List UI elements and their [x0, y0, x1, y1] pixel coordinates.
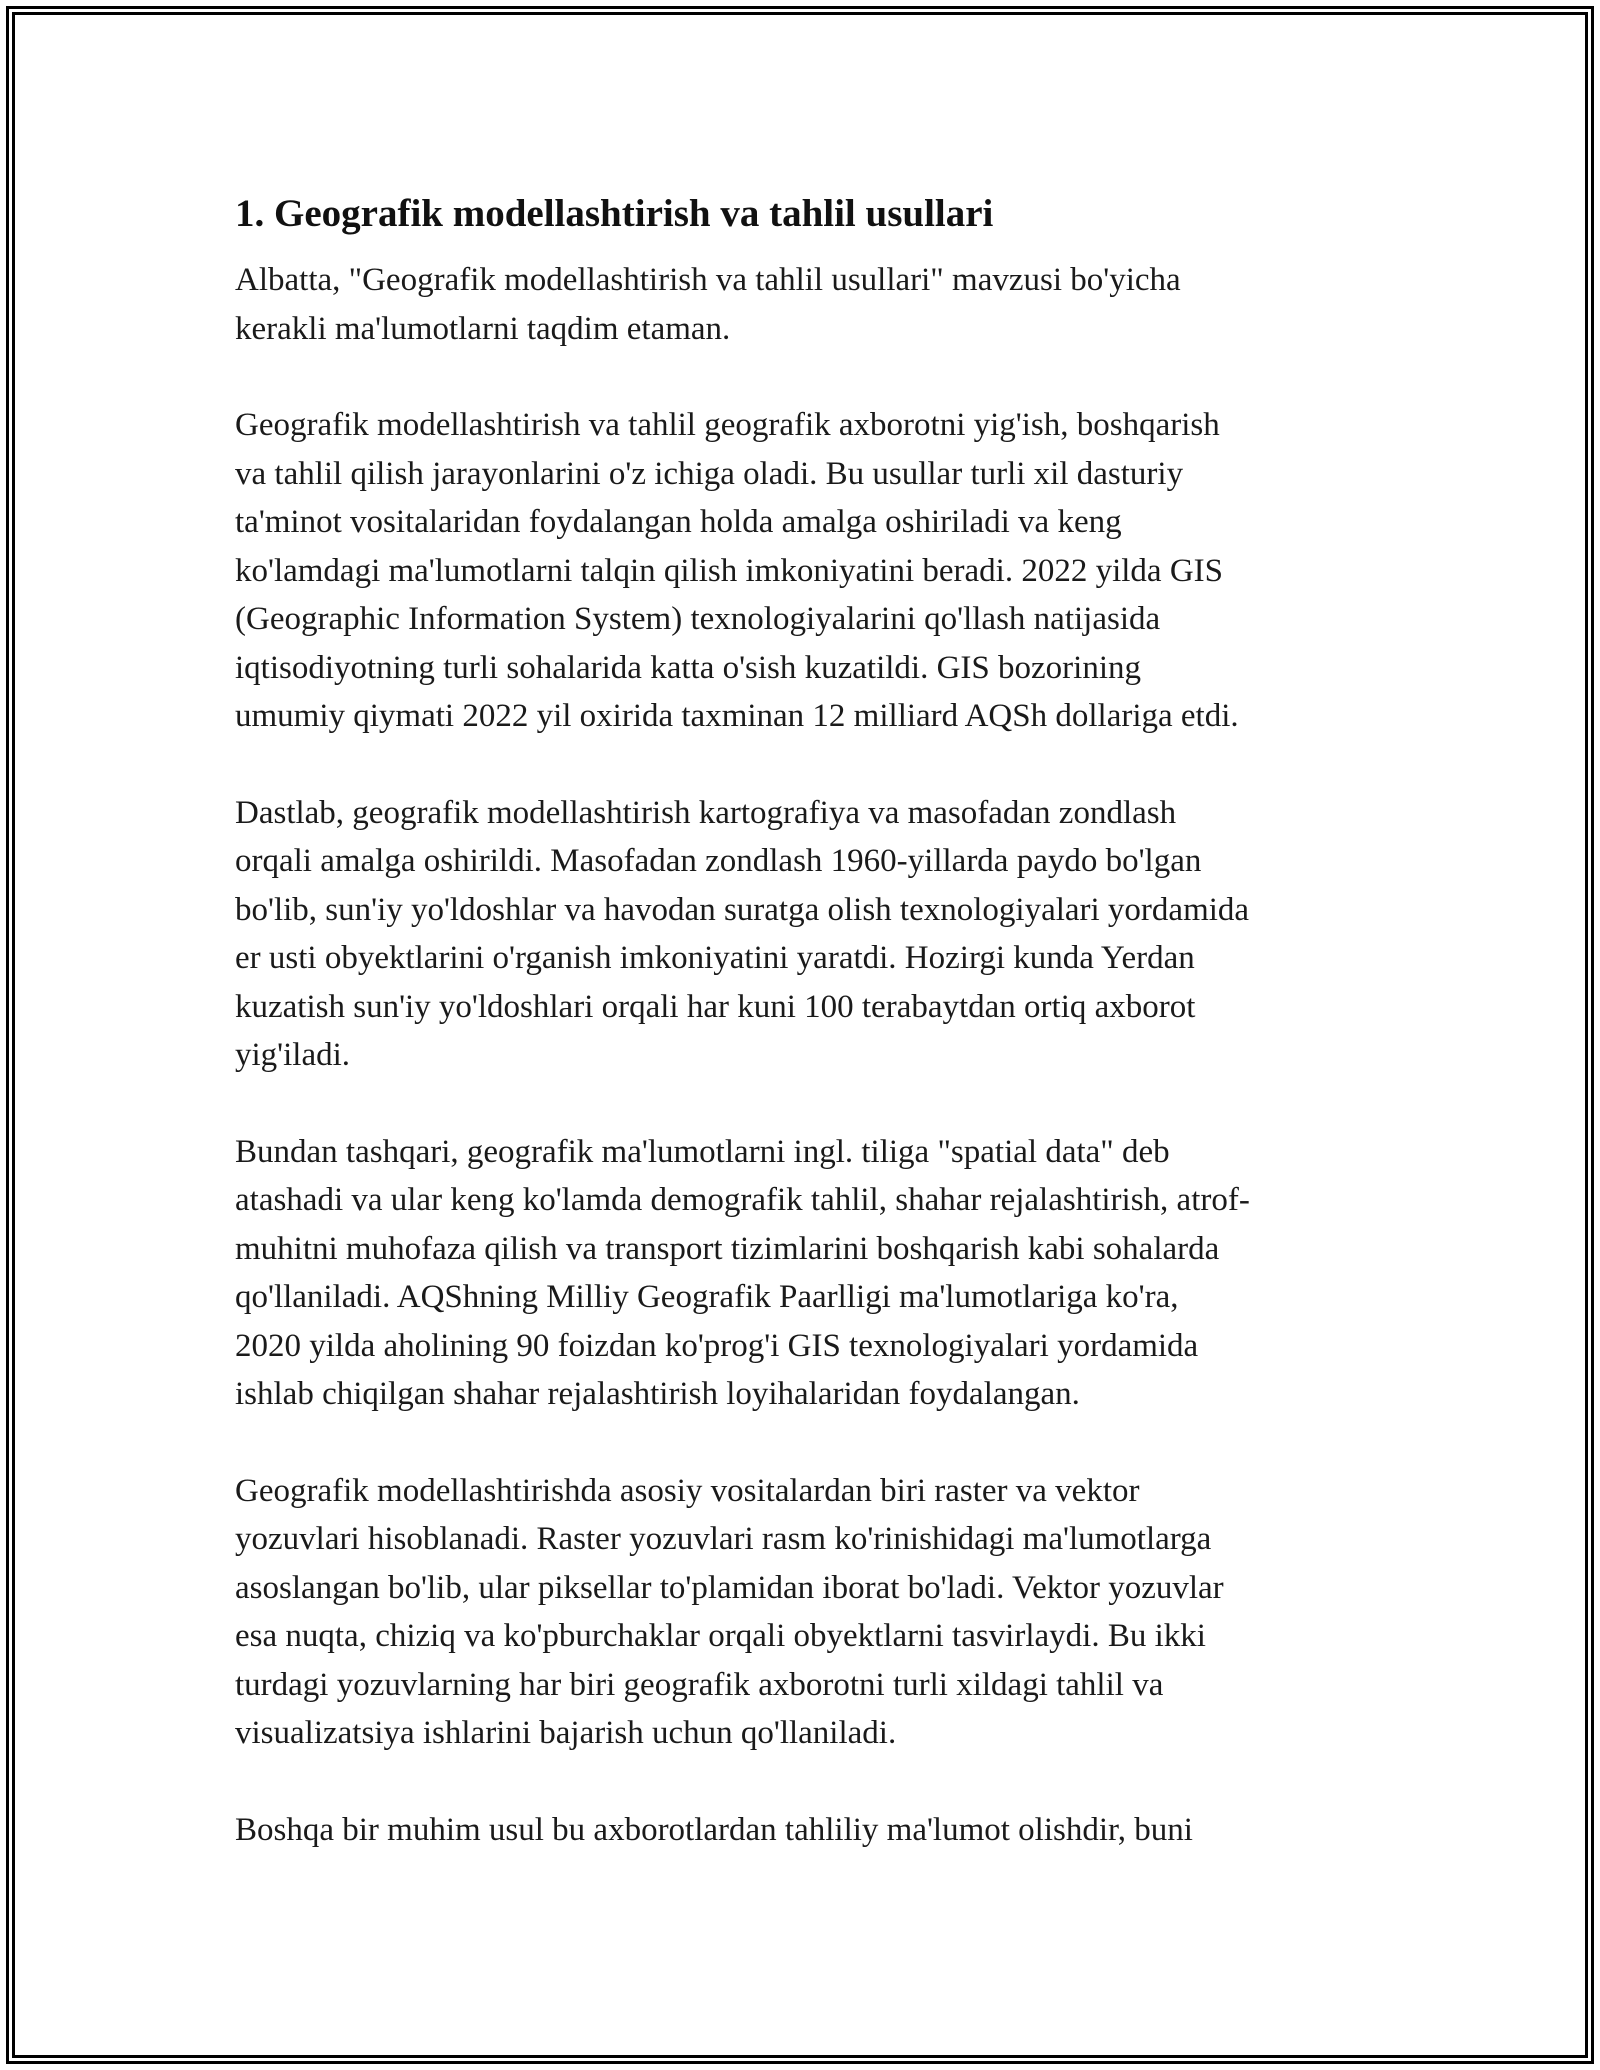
paragraph-line: Bundan tashqari, geografik ma'lumotlarni ingl. tiliga "spatial data" deb	[235, 1133, 1170, 1170]
paragraph-line: bo'lib, sun'iy yo'ldoshlar va havodan suratga olish texnologiyalari yordamida	[235, 891, 1250, 928]
paragraph-line: Geografik modellashtirish va tahlil geografik axborotni yig'ish, boshqarish	[235, 407, 1220, 443]
paragraph-line: 2020 yilda aholining 90 foizdan ko'prog'i GIS texnologiyalari yordamida	[235, 1327, 1199, 1364]
paragraph-line: va tahlil qilish jarayonlarini o'z ichiga oladi. Bu usullar turli xil dasturiy	[235, 455, 1184, 492]
paragraph-line: kuzatish sun'iy yo'ldoshlari orqali har kuni 100 terabaytdan ortiq axborot	[235, 988, 1196, 1025]
paragraph-line: qo'llaniladi. AQShning Milliy Geografik Paarlligi ma'lumotlariga ko'ra,	[235, 1279, 1179, 1315]
paragraph-line: orqali amalga oshirildi. Masofadan zondlash 1960-yillarda paydo bo'lgan	[235, 843, 1202, 879]
document-title: 1. Geografik modellashtirish va tahlil usullari	[235, 192, 994, 235]
paragraph-line: Dastlab, geografik modellashtirish kartografiya va masofadan zondlash	[235, 794, 1177, 831]
paragraph-line: er usti obyektlarini o'rganish imkoniyatini yaratdi. Hozirgi kunda Yerdan	[235, 940, 1195, 976]
paragraph-line: Geografik modellashtirishda asosiy vositalardan biri raster va vektor	[235, 1472, 1140, 1509]
paragraph-line: Albatta, "Geografik modellashtirish va tahlil usullari" mavzusi bo'yicha	[235, 262, 1181, 298]
paragraph-line: Boshqa bir muhim usul bu axborotlardan tahliliy ma'lumot olishdir, buni	[235, 1811, 1193, 1848]
paragraph-line: iqtisodiyotning turli sohalarida katta o'sish kuzatildi. GIS bozorining	[235, 649, 1142, 686]
paragraph-gis-overview	[235, 401, 1385, 741]
paragraph-raster-vector	[235, 1467, 1385, 1758]
paragraph-spatial-data	[235, 1128, 1385, 1419]
paragraph-line: kerakli ma'lumotlarni taqdim etaman.	[235, 310, 731, 347]
paragraph-line: ta'minot vositalaridan foydalangan holda amalga oshiriladi va keng	[235, 504, 1122, 540]
paragraph-intro	[235, 256, 1385, 353]
paragraph-line: visualizatsiya ishlarini bajarish uchun qo'llaniladi.	[235, 1715, 897, 1751]
paragraph-line: ko'lamdagi ma'lumotlarni talqin qilish imkoniyatini beradi. 2022 yilda GIS	[235, 552, 1224, 589]
paragraph-analysis	[235, 1806, 1385, 1855]
paragraph-line: yig'iladi.	[235, 1037, 351, 1073]
paragraph-line: turdagi yozuvlarning har biri geografik axborotni turli xildagi tahlil va	[235, 1666, 1164, 1703]
paragraph-line: ishlab chiqilgan shahar rejalashtirish loyihalaridan foydalangan.	[235, 1376, 1080, 1412]
paragraph-line: yozuvlari hisoblanadi. Raster yozuvlari rasm ko'rinishidagi ma'lumotlarga	[235, 1521, 1212, 1557]
paragraph-line: atashadi va ular keng ko'lamda demografik tahlil, shahar rejalashtirish, atrof-	[235, 1182, 1250, 1218]
paragraph-line: umumiy qiymati 2022 yil oxirida taxminan 12 milliard AQSh dollariga etdi.	[235, 698, 1239, 734]
paragraph-line: muhitni muhofaza qilish va transport tizimlarini boshqarish kabi sohalarda	[235, 1230, 1220, 1267]
document-body	[235, 186, 1385, 1902]
paragraph-line: esa nuqta, chiziq va ko'pburchaklar orqali obyektlarni tasvirlaydi. Bu ikki	[235, 1618, 1206, 1654]
paragraph-line: asoslangan bo'lib, ular piksellar to'plamidan iborat bo'ladi. Vektor yozuvlar	[235, 1569, 1224, 1606]
paragraph-remote-sensing	[235, 789, 1385, 1080]
paragraph-line: (Geographic Information System) texnologiyalarini qo'llash natijasida	[235, 601, 1161, 637]
